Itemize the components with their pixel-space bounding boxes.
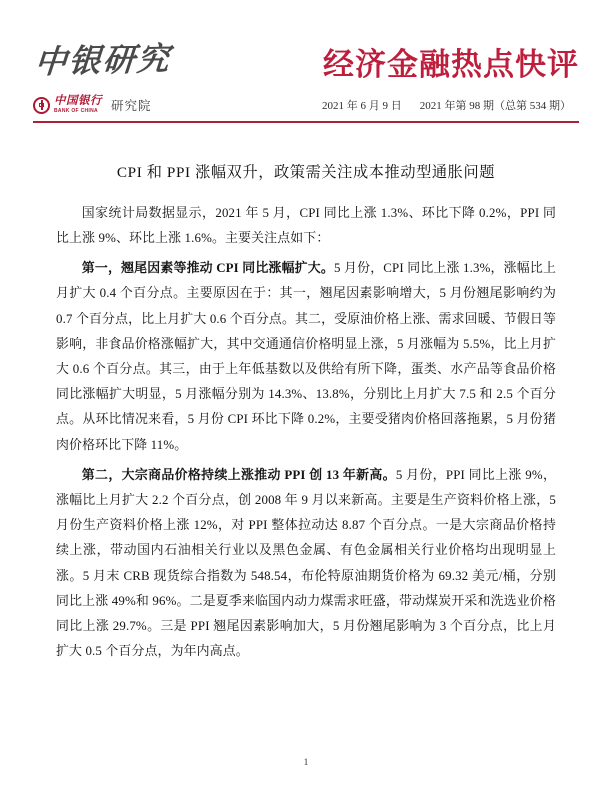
- bank-name-block: [54, 96, 102, 114]
- bank-of-china-branding: [33, 96, 152, 114]
- page-number: 1: [303, 758, 309, 768]
- masthead-top-row: [0, 0, 612, 82]
- publication-title: 经济金融热点快评: [323, 47, 579, 82]
- paragraph-point-one: [56, 256, 556, 458]
- masthead-second-row: [0, 82, 612, 114]
- bank-logo: [33, 96, 102, 114]
- paragraph-lead: 第一，翘尾因素等推动 CPI 同比涨幅扩大。: [81, 261, 334, 276]
- paragraph-text: 5 月份，CPI 同比上涨 1.3%，涨幅比上月扩大 0.4 个百分点。主要原因在于：其一，翘尾因素影响增大，5 月份翘尾影响约为 0.7 个百分点，比上月扩大 0.6 个百分点。其二，受原油价格上涨、需求回暖、节假日等影响，非食品价格涨幅扩大，其中交通通信价格明显上涨，5 月涨幅为 5.5%，比上月扩大 0.6 个百分点。其三，由于上年低基数以及供给有所下降，蛋类、水产品等食品价格同比涨幅扩大明显，5 月涨幅分别为 14.3%、13.8%，分别比上月扩大 7.5 和 2.5 个百分点。从环比情况来看，5 月份 CPI 环比下降 0.2%，主要受猪肉价格回落拖累，5 月份猪肉价格环比下降 11%。: [56, 261, 556, 452]
- masthead-divider: [33, 121, 579, 123]
- paragraph-point-two: [56, 463, 556, 665]
- paragraph-intro: [56, 201, 556, 251]
- masthead: [0, 0, 612, 123]
- bank-name-en: BANK OF CHINA: [54, 108, 98, 114]
- paragraph-text: 5 月份，PPI 同比上涨 9%，涨幅比上月扩大 2.2 个百分点，创 2008 年 9 月以来新高。主要是生产资料价格上涨，5 月份生产资料价格上涨 12%，对 PPI 整体拉动达 8.87 个百分点。一是大宗商品价格持续上涨，带动国内石油相关行业以及黑色金属、有色金属相关行业价格均出现明显上涨。5 月末 CRB 现货综合指数为 548.54，布伦特原油期货价格为 69.32 美元/桶，分别同比上涨 49%和 96%。二是夏季来临国内动力煤需求旺盛，带动煤炭开采和洗选业价格同比上涨 29.7%。三是 PPI 翘尾因素影响加大，5 月份翘尾影响为 3 个百分点，比上月扩大 0.5 个百分点，为年内高点。: [56, 467, 556, 659]
- publication-date: 2021 年 6 月 9 日: [322, 100, 402, 112]
- document-body: [0, 162, 612, 665]
- article-title: CPI 和 PPI 涨幅双升，政策需关注成本推动型通胀问题: [116, 164, 496, 181]
- paragraph-text: 国家统计局数据显示，2021 年 5 月，CPI 同比上涨 1.3%、环比下降 0.2%，PPI 同比上涨 9%、环比上涨 1.6%。主要关注点如下：: [56, 205, 556, 245]
- bank-name-cn: 中国银行: [54, 95, 102, 107]
- issue-info: [322, 97, 579, 113]
- issue-number: 2021 年第 98 期（总第 534 期）: [419, 100, 571, 112]
- institute-label: 研究院: [111, 99, 152, 113]
- paragraph-lead: 第二，大宗商品价格持续上涨推动 PPI 创 13 年新高。: [81, 467, 396, 482]
- brand-calligraphy-logo: 中银研究: [33, 40, 173, 81]
- bank-of-china-emblem-icon: [33, 97, 50, 114]
